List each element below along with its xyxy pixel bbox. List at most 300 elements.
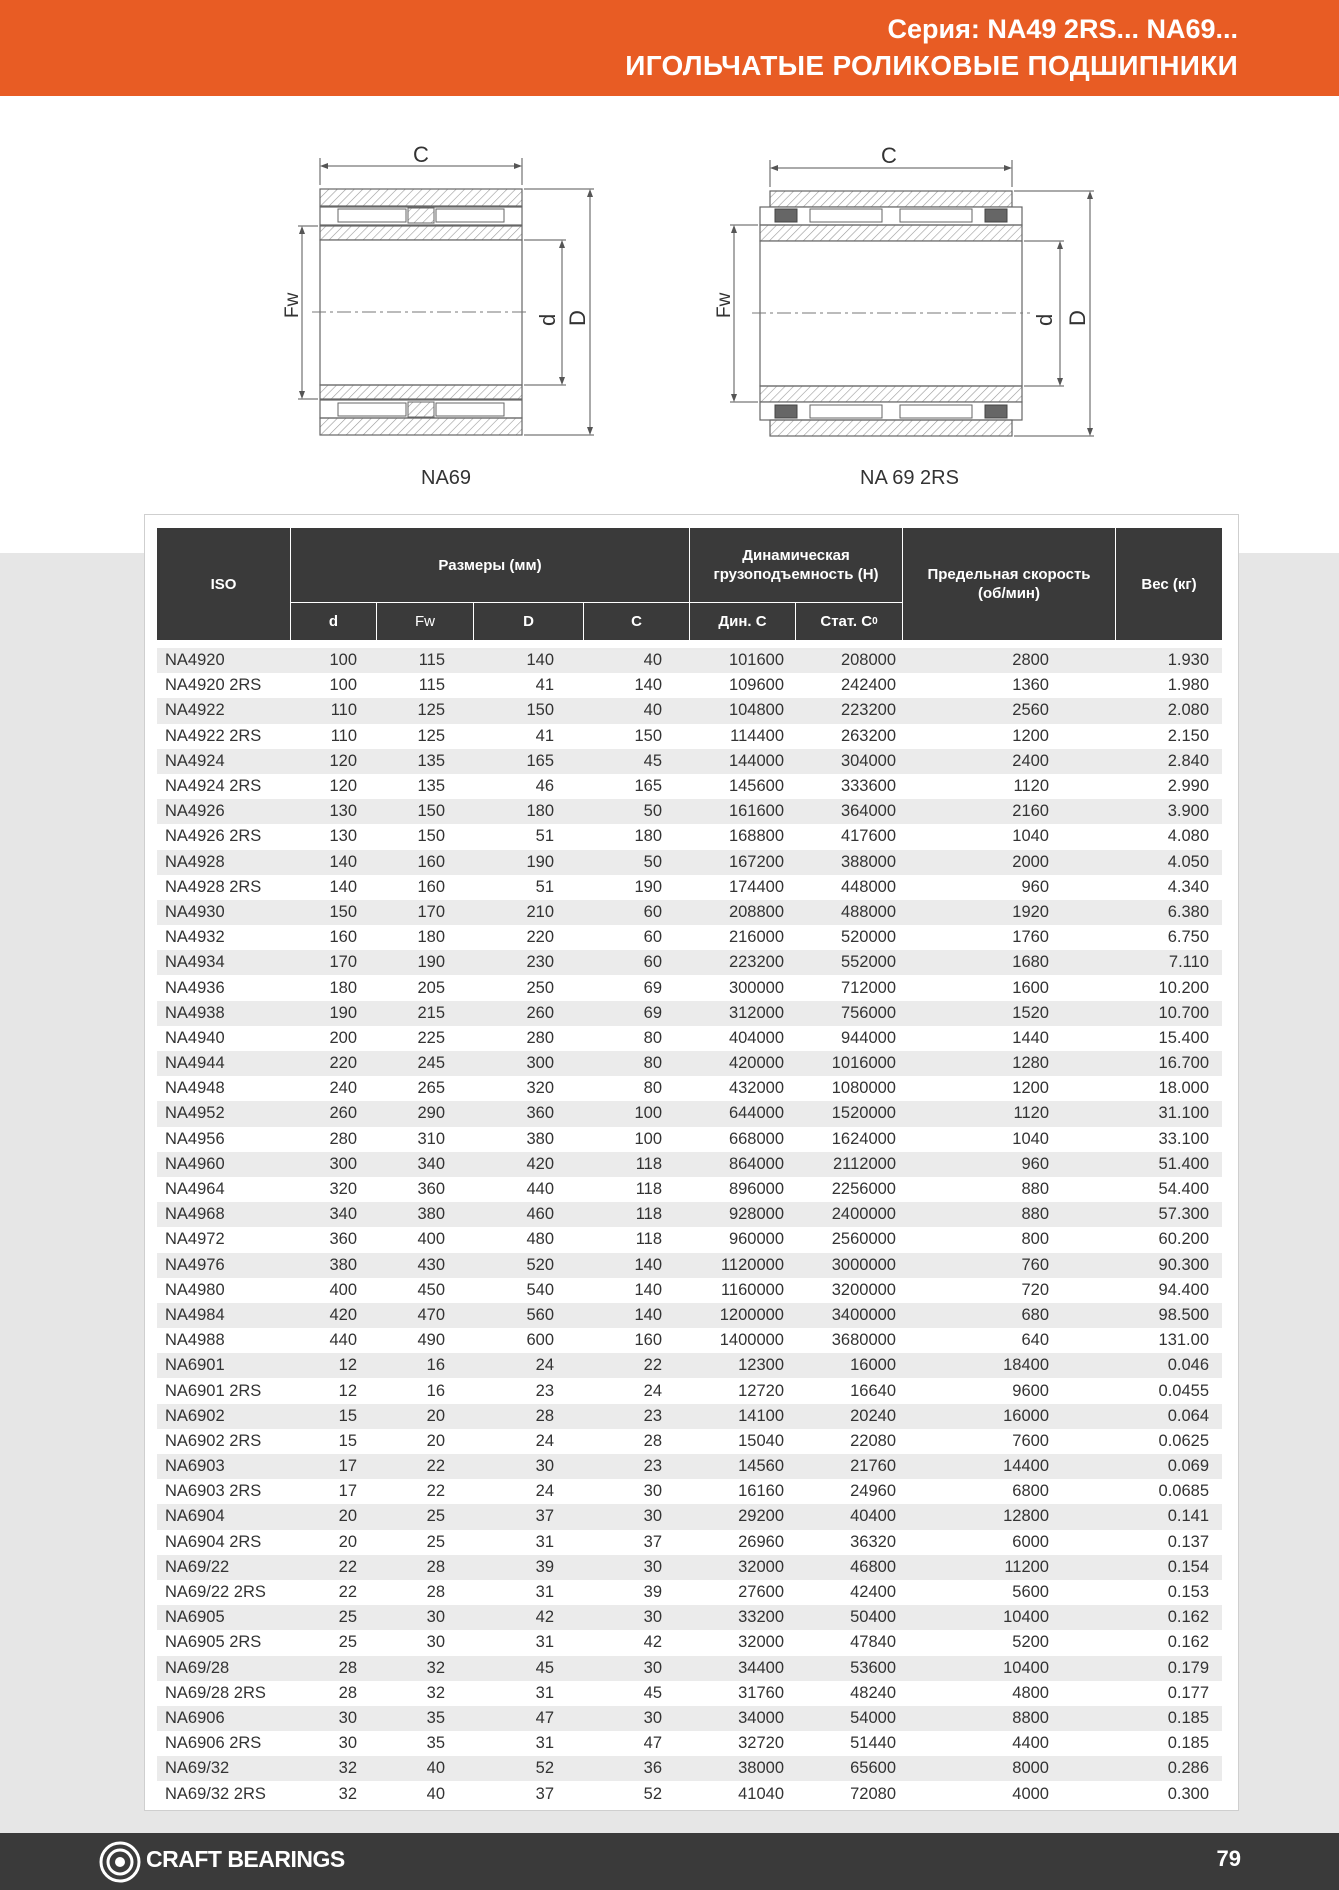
cell-d: 110 [330,701,357,720]
table-row [157,824,1222,849]
cell-C: 37 [643,1532,662,1551]
cell-d: 260 [329,1104,357,1123]
cell-iso: NA4960 [165,1154,225,1173]
cell-fw: 30 [426,1633,445,1652]
na69-2rs-drawing [714,143,1094,436]
cell-weight: 6.380 [1167,902,1209,921]
cell-fw: 16 [426,1381,445,1400]
cell-d: 25 [338,1633,357,1652]
cell-d: 320 [329,1180,357,1199]
cell-D: 31 [535,1583,554,1602]
cell-stat-c: 448000 [840,877,896,896]
cell-D: 41 [535,726,554,745]
cell-d: 30 [338,1708,357,1727]
table-row [157,799,1222,824]
cell-D: 560 [526,1305,554,1324]
cell-weight: 0.141 [1167,1507,1209,1526]
cell-din-c: 960000 [728,1230,784,1249]
cell-D: 380 [526,1129,554,1148]
table-row [157,1630,1222,1655]
cell-stat-c: 20240 [850,1406,896,1425]
cell-fw: 225 [417,1028,445,1047]
cell-D: 260 [526,1003,554,1022]
cell-speed: 8800 [1012,1708,1049,1727]
cell-weight: 7.110 [1168,953,1209,972]
cell-fw: 20 [426,1406,445,1425]
cell-C: 80 [643,1079,662,1098]
cell-weight: 0.162 [1167,1633,1209,1652]
cell-d: 20 [338,1532,357,1551]
cell-weight: 2.080 [1167,701,1209,720]
cell-D: 37 [535,1784,554,1803]
cell-din-c: 668000 [728,1129,784,1148]
cell-iso: NA4926 [165,802,225,821]
cell-d: 200 [329,1028,357,1047]
cell-fw: 180 [417,928,445,947]
cell-iso: NA4988 [165,1331,225,1350]
cell-speed: 1520 [1012,1003,1049,1022]
cell-C: 40 [643,701,662,720]
cell-din-c: 216000 [728,928,784,947]
cell-D: 51 [535,827,554,846]
cell-weight: 33.100 [1158,1129,1209,1148]
cell-stat-c: 1080000 [831,1079,896,1098]
table-row [157,724,1222,749]
cell-din-c: 32000 [738,1633,784,1652]
cell-D: 540 [526,1280,554,1299]
cell-stat-c: 1016000 [831,1054,896,1073]
table-row [157,1328,1222,1353]
cell-weight: 54.400 [1158,1180,1209,1199]
cell-C: 180 [634,827,662,846]
cell-iso: NA4930 [165,902,225,921]
table-row [157,950,1222,975]
cell-d: 15 [338,1431,357,1450]
cell-stat-c: 3200000 [831,1280,896,1299]
cell-stat-c: 263200 [840,726,896,745]
cell-stat-c: 16000 [850,1356,896,1375]
table-row [157,749,1222,774]
cell-d: 220 [329,1054,357,1073]
cell-C: 52 [643,1784,662,1803]
table-row [157,1555,1222,1580]
cell-stat-c: 304000 [840,751,896,770]
cell-fw: 160 [417,877,445,896]
cell-fw: 30 [426,1608,445,1627]
cell-speed: 1600 [1012,978,1049,997]
cell-iso: NA69/22 2RS [165,1583,266,1602]
cell-fw: 35 [426,1708,445,1727]
cell-speed: 1440 [1012,1028,1049,1047]
cell-fw: 470 [417,1305,445,1324]
cell-iso: NA6904 2RS [165,1532,262,1551]
cell-fw: 135 [417,777,445,796]
table-row [157,1580,1222,1605]
cell-speed: 1040 [1012,1129,1049,1148]
cell-speed: 10400 [1003,1608,1049,1627]
cell-speed: 6800 [1012,1482,1049,1501]
cell-C: 30 [643,1482,662,1501]
cell-iso: NA4924 [165,751,225,770]
cell-weight: 0.069 [1167,1457,1209,1476]
cell-fw: 35 [426,1734,445,1753]
cell-stat-c: 2560000 [831,1230,896,1249]
cell-iso: NA4984 [165,1305,225,1324]
cell-speed: 18400 [1003,1356,1049,1375]
cell-iso: NA6904 [165,1507,225,1526]
cell-iso: NA6901 2RS [165,1381,262,1400]
table-row [157,1253,1222,1278]
cell-speed: 2560 [1012,701,1049,720]
cell-d: 22 [338,1583,357,1602]
col-header-weight: Вес (кг) [1116,528,1222,640]
cell-d: 130 [329,827,357,846]
cell-d: 240 [329,1079,357,1098]
table-row [157,1202,1222,1227]
cell-fw: 28 [426,1583,445,1602]
cell-weight: 2.840 [1167,751,1209,770]
cell-stat-c: 1624000 [831,1129,896,1148]
cell-C: 50 [643,852,662,871]
cell-speed: 880 [1021,1180,1049,1199]
cell-iso: NA4968 [165,1205,225,1224]
cell-din-c: 33200 [738,1608,784,1627]
cell-d: 140 [329,852,357,871]
cell-fw: 22 [426,1482,445,1501]
cell-fw: 150 [417,827,445,846]
cell-C: 190 [634,877,662,896]
cell-din-c: 208800 [728,902,784,921]
cell-speed: 960 [1021,1154,1049,1173]
cell-weight: 0.153 [1167,1583,1209,1602]
cell-D: 39 [535,1557,554,1576]
cell-weight: 0.286 [1167,1759,1209,1778]
cell-fw: 22 [426,1457,445,1476]
cell-d: 400 [329,1280,357,1299]
cell-iso: NA4920 [165,651,225,670]
cell-C: 60 [643,902,662,921]
cell-C: 118 [635,1205,662,1224]
cell-C: 23 [643,1457,662,1476]
cell-C: 140 [634,676,662,695]
cell-stat-c: 46800 [850,1557,896,1576]
cell-D: 23 [535,1381,554,1400]
cell-iso: NA6903 [165,1457,225,1476]
table-row [157,1051,1222,1076]
page-number: 79 [1216,1846,1241,1871]
cell-din-c: 41040 [738,1784,784,1803]
cell-fw: 380 [417,1205,445,1224]
cell-D: 31 [535,1532,554,1551]
cell-weight: 60.200 [1158,1230,1209,1249]
cell-stat-c: 2400000 [831,1205,896,1224]
cell-d: 380 [329,1255,357,1274]
cell-D: 47 [535,1708,554,1727]
na69-dim-c: C [413,142,429,167]
cell-D: 480 [526,1230,554,1249]
bearing-drawings [0,96,1339,553]
cell-C: 23 [643,1406,662,1425]
cell-speed: 9600 [1012,1381,1049,1400]
cell-d: 20 [338,1507,357,1526]
cell-speed: 4400 [1012,1734,1049,1753]
cell-speed: 720 [1021,1280,1049,1299]
cell-stat-c: 417600 [840,827,896,846]
cell-fw: 450 [417,1280,445,1299]
cell-speed: 2400 [1012,751,1049,770]
stat-c-subscript: 0 [872,616,878,627]
cell-speed: 1200 [1012,1079,1049,1098]
page-title: ИГОЛЬЧАТЫЕ РОЛИКОВЫЕ ПОДШИПНИКИ [625,50,1238,81]
table-row [157,1605,1222,1630]
table-row [157,1378,1222,1403]
cell-C: 60 [643,953,662,972]
cell-D: 280 [526,1028,554,1047]
cell-iso: NA4922 [165,701,225,720]
col-header-speed: Предельная скорость (об/мин) [903,528,1115,640]
cell-din-c: 420000 [728,1054,784,1073]
cell-iso: NA6906 2RS [165,1734,262,1753]
cell-stat-c: 223200 [840,701,896,720]
cell-d: 22 [338,1557,357,1576]
cell-C: 47 [643,1734,662,1753]
cell-fw: 490 [417,1331,445,1350]
cell-weight: 0.177 [1167,1683,1209,1702]
cell-din-c: 300000 [728,978,784,997]
cell-din-c: 26960 [738,1532,784,1551]
cell-speed: 1680 [1012,953,1049,972]
cell-C: 30 [643,1658,662,1677]
cell-stat-c: 388000 [840,852,896,871]
cell-din-c: 109600 [728,676,784,695]
cell-C: 60 [643,928,662,947]
na69-2rs-caption: NA 69 2RS [860,467,959,489]
cell-din-c: 32720 [738,1734,784,1753]
cell-D: 31 [535,1683,554,1702]
col-header-din-c: Дин. С [690,603,795,640]
cell-speed: 1760 [1012,928,1049,947]
cell-D: 165 [526,751,554,770]
table-row [157,1353,1222,1378]
cell-speed: 1280 [1012,1054,1049,1073]
cell-C: 69 [643,978,662,997]
cell-D: 190 [526,852,554,871]
cell-iso: NA4956 [165,1129,225,1148]
cell-iso: NA4944 [165,1054,225,1073]
cell-d: 25 [338,1608,357,1627]
cell-iso: NA69/32 [165,1759,230,1778]
stat-c-label: Стат. C [820,613,873,630]
cell-speed: 680 [1021,1305,1049,1324]
cell-d: 280 [329,1129,357,1148]
cell-fw: 215 [417,1003,445,1022]
cell-fw: 360 [417,1180,445,1199]
cell-fw: 265 [417,1079,445,1098]
cell-weight: 16.700 [1158,1054,1209,1073]
cell-din-c: 1200000 [719,1305,784,1324]
table-row [157,673,1222,698]
cell-C: 140 [634,1255,662,1274]
cell-din-c: 432000 [728,1079,784,1098]
table-row [157,1429,1222,1454]
cell-iso: NA69/28 [165,1658,230,1677]
page-footer [0,1833,1339,1890]
cell-C: 40 [643,651,662,670]
cell-iso: NA6903 2RS [165,1482,262,1501]
cell-fw: 40 [426,1784,445,1803]
cell-din-c: 161600 [728,802,784,821]
cell-fw: 125 [417,701,445,720]
cell-C: 118 [635,1180,662,1199]
cell-C: 50 [643,802,662,821]
cell-stat-c: 242400 [840,676,896,695]
cell-fw: 190 [417,953,445,972]
col-header-D: D [474,603,583,640]
na69-2rs-dim-D: D [1065,310,1090,326]
table-row [157,648,1222,673]
cell-stat-c: 364000 [840,802,896,821]
cell-iso: NA69/28 2RS [165,1683,266,1702]
cell-weight: 15.400 [1158,1028,1209,1047]
cell-fw: 340 [417,1154,445,1173]
cell-din-c: 168800 [728,827,784,846]
cell-din-c: 12720 [738,1381,784,1400]
cell-C: 45 [643,1683,662,1702]
cell-D: 180 [526,802,554,821]
cell-D: 46 [535,777,554,796]
cell-weight: 131.00 [1158,1331,1209,1350]
cell-d: 32 [338,1784,357,1803]
cell-speed: 2160 [1012,802,1049,821]
cell-d: 140 [329,877,357,896]
cell-iso: NA6906 [165,1708,225,1727]
cell-speed: 2800 [1012,651,1049,670]
cell-weight: 3.900 [1167,802,1209,821]
cell-stat-c: 51440 [850,1734,896,1753]
cell-din-c: 32000 [738,1557,784,1576]
cell-speed: 1120 [1013,1104,1049,1123]
cell-stat-c: 944000 [840,1028,896,1047]
cell-d: 100 [329,651,357,670]
cell-D: 24 [535,1482,554,1501]
table-row [157,1404,1222,1429]
cell-C: 36 [643,1759,662,1778]
cell-speed: 1200 [1012,726,1049,745]
cell-din-c: 864000 [728,1154,784,1173]
na69-dim-D: D [565,310,590,326]
cell-din-c: 34000 [738,1708,784,1727]
cell-weight: 57.300 [1158,1205,1209,1224]
cell-C: 100 [634,1129,662,1148]
cell-din-c: 144000 [728,751,784,770]
cell-D: 600 [526,1331,554,1350]
cell-speed: 800 [1021,1230,1049,1249]
cell-C: 30 [643,1507,662,1526]
cell-iso: NA4924 2RS [165,777,262,796]
cell-stat-c: 65600 [850,1759,896,1778]
col-header-C: C [584,603,689,640]
cell-iso: NA4920 2RS [165,676,262,695]
cell-speed: 8000 [1012,1759,1049,1778]
cell-stat-c: 208000 [840,651,896,670]
cell-speed: 5600 [1012,1583,1049,1602]
cell-weight: 0.0625 [1158,1431,1209,1450]
cell-fw: 400 [417,1230,445,1249]
na69-dim-fw: Fw [282,292,303,318]
cell-stat-c: 3680000 [831,1331,896,1350]
cell-iso: NA4976 [165,1255,225,1274]
cell-d: 170 [329,953,357,972]
cell-C: 39 [643,1583,662,1602]
cell-din-c: 928000 [728,1205,784,1224]
cell-d: 420 [329,1305,357,1324]
cell-D: 360 [526,1104,554,1123]
cell-weight: 10.200 [1158,978,1209,997]
craft-bearings-logo-icon [98,1840,142,1884]
cell-weight: 90.300 [1158,1255,1209,1274]
cell-din-c: 101600 [728,651,784,670]
cell-fw: 16 [426,1356,445,1375]
cell-weight: 0.179 [1167,1658,1209,1677]
cell-weight: 31.100 [1158,1104,1209,1123]
cell-D: 250 [526,978,554,997]
cell-weight: 6.750 [1167,928,1209,947]
cell-D: 42 [535,1608,554,1627]
cell-D: 300 [526,1054,554,1073]
cell-weight: 1.930 [1167,651,1209,670]
cell-C: 80 [643,1028,662,1047]
table-row [157,1781,1222,1806]
na69-2rs-dim-fw: Fw [714,292,735,318]
cell-fw: 135 [417,751,445,770]
cell-speed: 10400 [1003,1658,1049,1677]
cell-din-c: 114400 [730,726,784,745]
table-row [157,1706,1222,1731]
cell-iso: NA69/32 2RS [165,1784,266,1803]
cell-speed: 11200 [1004,1557,1049,1576]
cell-D: 45 [535,1658,554,1677]
cell-weight: 4.050 [1167,852,1209,871]
cell-iso: NA4936 [165,978,225,997]
cell-weight: 2.150 [1167,726,1209,745]
cell-din-c: 14560 [738,1457,784,1476]
table-row [157,1101,1222,1126]
cell-iso: NA4926 2RS [165,827,262,846]
cell-din-c: 174400 [728,877,784,896]
table-row [157,1127,1222,1152]
table-row [157,698,1222,723]
cell-weight: 51.400 [1158,1154,1209,1173]
cell-fw: 150 [417,802,445,821]
cell-D: 220 [526,928,554,947]
cell-D: 30 [535,1457,554,1476]
cell-speed: 7600 [1012,1431,1049,1450]
cell-weight: 0.185 [1167,1734,1209,1753]
table-row [157,1001,1222,1026]
cell-weight: 98.500 [1158,1305,1209,1324]
cell-din-c: 404000 [728,1028,784,1047]
na69-dim-d: d [535,313,560,326]
cell-din-c: 27600 [738,1583,784,1602]
table-row [157,1656,1222,1681]
table-row [157,925,1222,950]
cell-D: 31 [535,1734,554,1753]
cell-speed: 760 [1021,1255,1049,1274]
cell-D: 210 [526,902,554,921]
cell-d: 32 [338,1759,357,1778]
cell-din-c: 312000 [728,1003,784,1022]
cell-weight: 0.154 [1167,1557,1209,1576]
